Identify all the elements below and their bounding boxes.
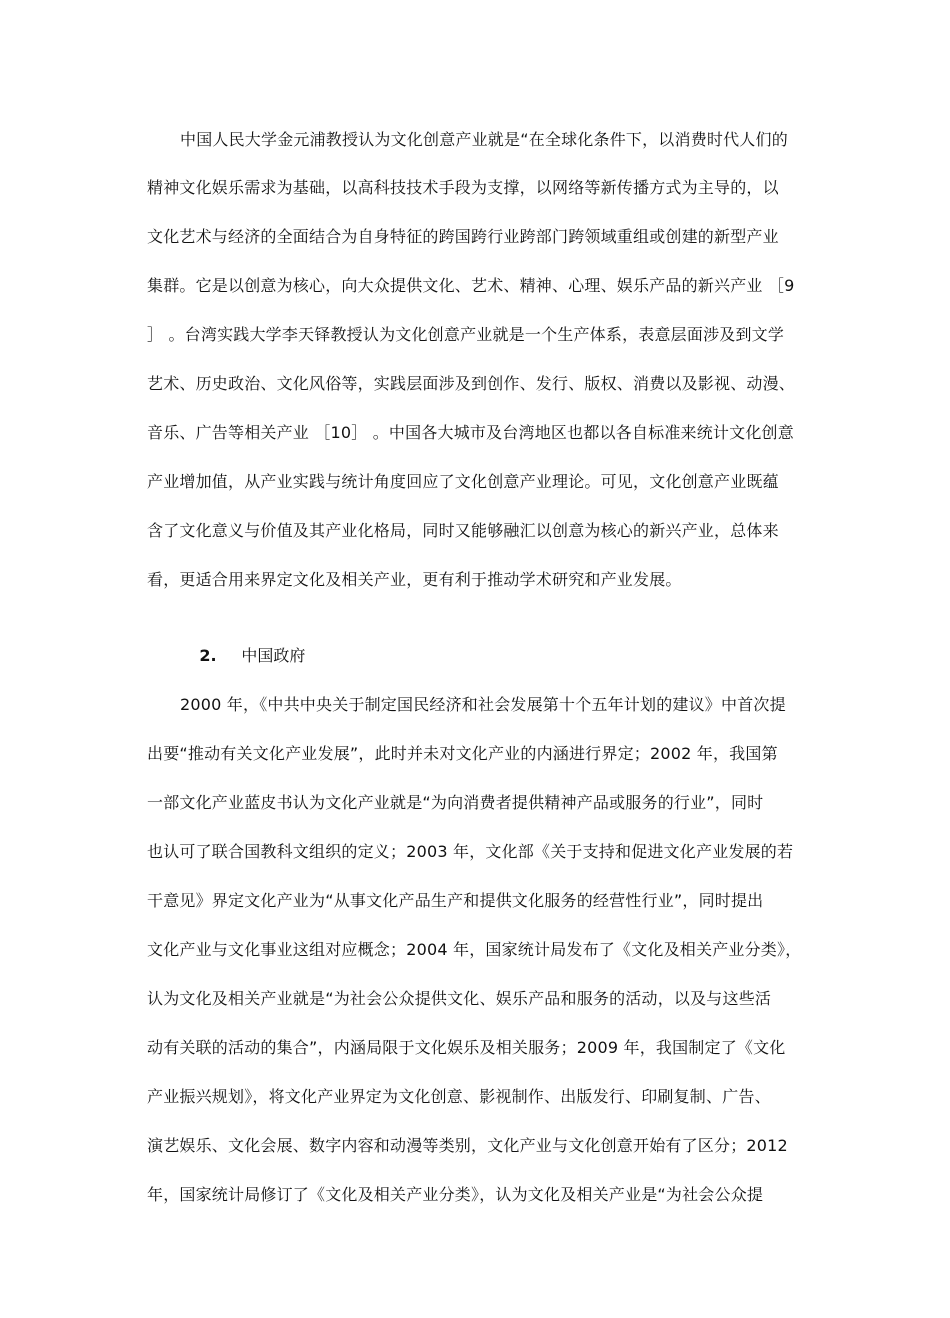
paragraph2-line-11: 年，国家统计局修订了《文化及相关产业分类》，认为文化及相关产业是“为社会公众提 (147, 1185, 764, 1204)
paragraph1-line-6: 艺术、历史政治、文化风俗等，实践层面涉及到创作、发行、版权、消费以及影视、动漫、 (147, 374, 796, 393)
paragraph1-line-2: 精神文化娱乐需求为基础，以高科技技术手段为支撑，以网络等新传播方式为主导的，以 (147, 178, 779, 197)
heading-title: 中国政府 (241, 646, 306, 665)
paragraph1-line-9: 含了文化意义与价值及其产业化格局，同时又能够融汇以创意为核心的新兴产业，总体来 (147, 521, 779, 540)
paragraph2-line-1: 2000 年，《中共中央关于制定国民经济和社会发展第十个五年计划的建议》中首次提 (180, 695, 786, 714)
paragraph2-line-2: 出要“推动有关文化产业发展”，此时并未对文化产业的内涵进行界定；2002 年，我国第 (147, 744, 778, 763)
paragraph2-line-5: 干意见》界定文化产业为“从事文化产品生产和提供文化服务的经营性行业”，同时提出 (147, 891, 764, 910)
paragraph1-line-1: 中国人民大学金元浦教授认为文化创意产业就是“在全球化条件下，以消费时代人们的 (180, 130, 788, 149)
paragraph2-line-6: 文化产业与文化事业这组对应概念；2004 年，国家统计局发布了《文化及相关产业分类》， (147, 940, 802, 959)
paragraph2-line-4: 也认可了联合国教科文组织的定义；2003 年，文化部《关于支持和促进文化产业发展的若 (147, 842, 794, 861)
paragraph1-line-4: 集群。它是以创意为核心，向大众提供文化、艺术、精神、心理、娱乐产品的新兴产业 ［9 (147, 276, 795, 295)
paragraph2-line-10: 演艺娱乐、文化会展、数字内容和动漫等类别，文化产业与文化创意开始有了区分；2012 (147, 1136, 788, 1155)
paragraph1-line-7: 音乐、广告等相关产业 ［10］ 。中国各大城市及台湾地区也都以各自标准来统计文化创意 (147, 423, 794, 442)
paragraph2-line-7: 认为文化及相关产业就是“为社会公众提供文化、娱乐产品和服务的活动，以及与这些活 (147, 989, 772, 1008)
heading-number: 2. (199, 646, 217, 665)
paragraph2-line-9: 产业振兴规划》，将文化产业界定为文化创意、影视制作、出版发行、印刷复制、广告、 (147, 1087, 771, 1106)
paragraph2-line-3: 一部文化产业蓝皮书认为文化产业就是“为向消费者提供精神产品或服务的行业”，同时 (147, 793, 764, 812)
paragraph2-line-8: 动有关联的活动的集合”，内涵局限于文化娱乐及相关服务；2009 年，我国制定了《文化 (147, 1038, 786, 1057)
paragraph1-line-3: 文化艺术与经济的全面结合为自身特征的跨国跨行业跨部门跨领域重组或创建的新型产业 (147, 227, 779, 246)
paragraph1-line-10: 看，更适合用来界定文化及相关产业，更有利于推动学术研究和产业发展。 (147, 570, 682, 589)
paragraph1-line-8: 产业增加值，从产业实践与统计角度回应了文化创意产业理论。可见，文化创意产业既蕴 (147, 472, 779, 491)
section-heading (179, 626, 305, 686)
paragraph1-line-5: ］ 。台湾实践大学李天铎教授认为文化创意产业就是一个生产体系，表意层面涉及到文学 (147, 325, 785, 344)
